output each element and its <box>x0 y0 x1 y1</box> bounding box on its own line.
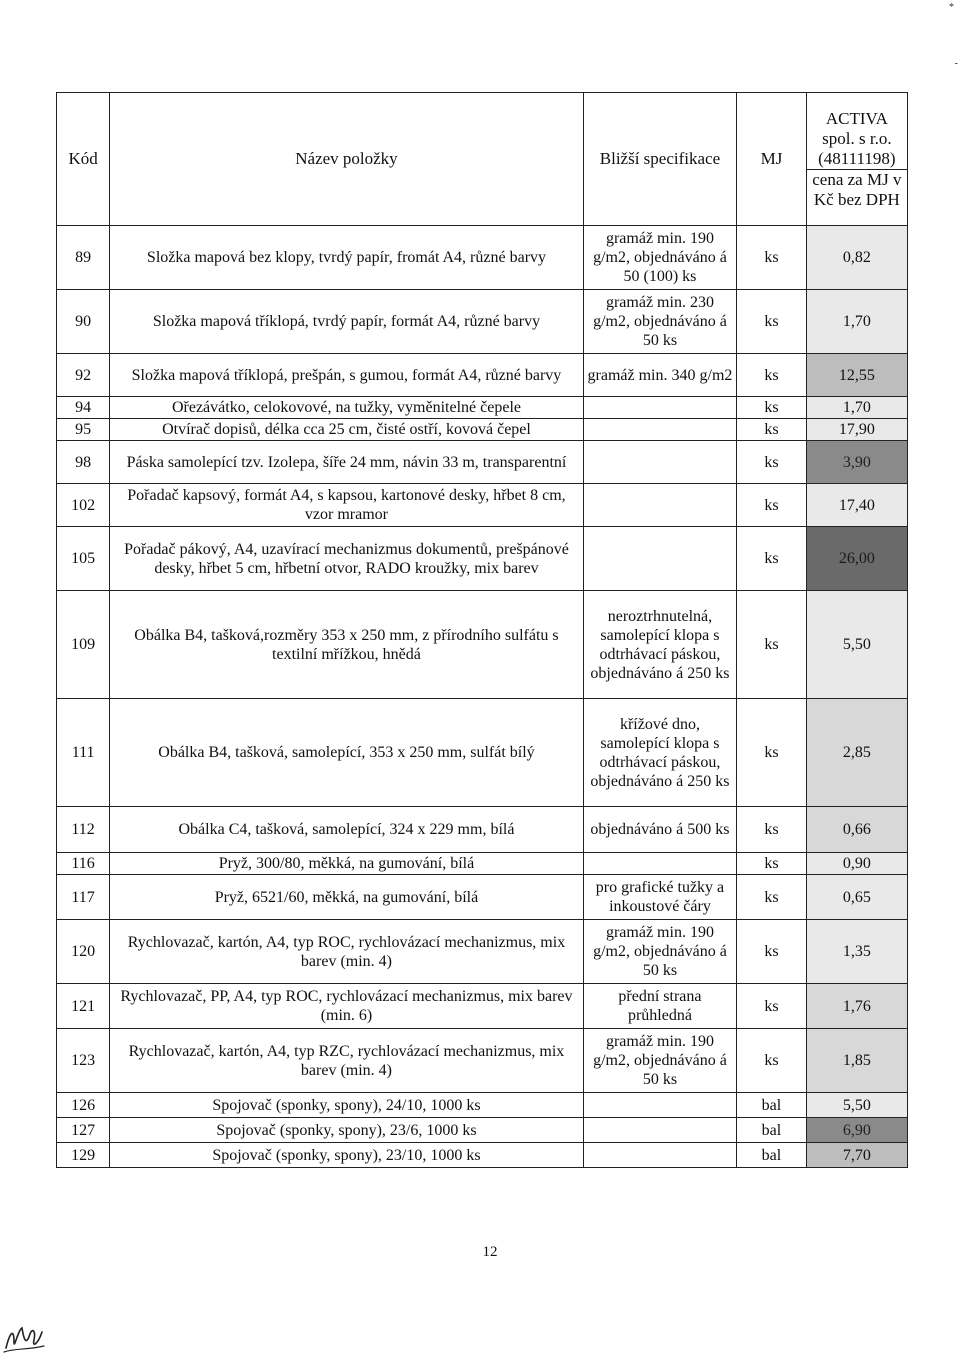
row-price: 6,90 <box>806 1118 907 1143</box>
row-spec <box>583 419 736 441</box>
row-code: 105 <box>57 527 110 591</box>
row-spec: neroztrhnutelná, samolepící klopa s odtrhávací páskou, objednáváno á 250 ks <box>583 591 736 699</box>
row-price: 0,90 <box>806 853 907 875</box>
row-code: 129 <box>57 1143 110 1168</box>
edge-mark: - <box>954 58 958 69</box>
row-price: 5,50 <box>806 1093 907 1118</box>
row-mj: ks <box>737 807 807 853</box>
row-spec: gramáž min. 340 g/m2 <box>583 354 736 397</box>
row-code: 109 <box>57 591 110 699</box>
header-name: Název položky <box>110 93 584 226</box>
row-price: 0,65 <box>806 875 907 920</box>
row-name: Pořadač kapsový, formát A4, s kapsou, kartonové desky, hřbet 8 cm, vzor mramor <box>110 484 584 527</box>
row-mj: ks <box>737 853 807 875</box>
row-mj: ks <box>737 354 807 397</box>
row-code: 123 <box>57 1029 110 1093</box>
row-name: Spojovač (sponky, spony), 23/6, 1000 ks <box>110 1118 584 1143</box>
row-spec: gramáž min. 230 g/m2, objednáváno á 50 ks <box>583 290 736 354</box>
row-price: 1,35 <box>806 920 907 984</box>
row-spec: pro grafické tužky a inkoustové čáry <box>583 875 736 920</box>
page-number: 12 <box>482 1244 498 1260</box>
row-mj: ks <box>737 397 807 419</box>
row-spec <box>583 1143 736 1168</box>
row-code: 102 <box>57 484 110 527</box>
row-name: Otvírač dopisů, délka cca 25 cm, čisté ostří, kovová čepel <box>110 419 584 441</box>
row-mj: ks <box>737 699 807 807</box>
row-mj: ks <box>737 419 807 441</box>
row-name: Obálka B4, tašková,rozměry 353 x 250 mm, z přírodního sulfátu s textilní mřížkou, hnědá <box>110 591 584 699</box>
row-mj: ks <box>737 1029 807 1093</box>
row-spec: gramáž min. 190 g/m2, objednáváno á 50 ks <box>583 1029 736 1093</box>
table-row <box>57 527 908 591</box>
row-mj: ks <box>737 226 807 290</box>
row-name: Obálka C4, tašková, samolepící, 324 x 229 mm, bílá <box>110 807 584 853</box>
price-table <box>56 92 908 1168</box>
row-price: 5,50 <box>806 591 907 699</box>
corner-mark: * <box>949 2 954 13</box>
row-name: Pořadač pákový, A4, uzavírací mechanizmus dokumentů, prešpánové desky, hřbet 5 cm, hřbetní otvor, RADO kroužky, mix barev <box>110 527 584 591</box>
row-price: 2,85 <box>806 699 907 807</box>
row-code: 117 <box>57 875 110 920</box>
header-price-supplier: ACTIVA spol. s r.o. (48111198) <box>818 108 896 168</box>
row-code: 98 <box>57 441 110 484</box>
row-mj: ks <box>737 591 807 699</box>
row-price: 0,82 <box>806 226 907 290</box>
row-name: Pryž, 6521/60, měkká, na gumování, bílá <box>110 875 584 920</box>
table-row <box>57 1143 908 1168</box>
row-name: Obálka B4, tašková, samolepící, 353 x 250 mm, sulfát bílý <box>110 699 584 807</box>
row-code: 126 <box>57 1093 110 1118</box>
row-price: 0,66 <box>806 807 907 853</box>
row-price: 1,76 <box>806 984 907 1029</box>
row-price: 1,70 <box>806 290 907 354</box>
row-spec <box>583 1093 736 1118</box>
table-row <box>57 484 908 527</box>
row-spec: gramáž min. 190 g/m2, objednáváno á 50 ks <box>583 920 736 984</box>
row-code: 112 <box>57 807 110 853</box>
row-price: 17,40 <box>806 484 907 527</box>
row-price: 26,00 <box>806 527 907 591</box>
row-name: Rychlovazač, PP, A4, typ ROC, rychlovázací mechanizmus, mix barev (min. 6) <box>110 984 584 1029</box>
row-spec: křížové dno, samolepící klopa s odtrhávací páskou, objednáváno á 250 ks <box>583 699 736 807</box>
signature-mark <box>2 1318 46 1356</box>
row-price: 3,90 <box>806 441 907 484</box>
row-code: 121 <box>57 984 110 1029</box>
row-price: 1,70 <box>806 397 907 419</box>
row-mj: ks <box>737 984 807 1029</box>
row-name: Spojovač (sponky, spony), 23/10, 1000 ks <box>110 1143 584 1168</box>
row-spec <box>583 1118 736 1143</box>
row-spec: objednáváno á 500 ks <box>583 807 736 853</box>
table-row <box>57 984 908 1029</box>
table-row <box>57 875 908 920</box>
row-name: Spojovač (sponky, spony), 24/10, 1000 ks <box>110 1093 584 1118</box>
row-name: Složka mapová bez klopy, tvrdý papír, fromát A4, různé barvy <box>110 226 584 290</box>
table-row <box>57 397 908 419</box>
header-mj: MJ <box>737 93 807 226</box>
row-code: 90 <box>57 290 110 354</box>
row-mj: ks <box>737 875 807 920</box>
row-code: 92 <box>57 354 110 397</box>
row-mj: bal <box>737 1093 807 1118</box>
row-code: 127 <box>57 1118 110 1143</box>
table-row <box>57 1118 908 1143</box>
row-spec <box>583 527 736 591</box>
table-row <box>57 1093 908 1118</box>
table-row <box>57 699 908 807</box>
row-mj: ks <box>737 484 807 527</box>
row-code: 95 <box>57 419 110 441</box>
table-row <box>57 591 908 699</box>
row-name: Rychlovazač, kartón, A4, typ ROC, rychlovázací mechanizmus, mix barev (min. 4) <box>110 920 584 984</box>
row-name: Ořezávátko, celokovové, na tužky, vyměnitelné čepele <box>110 397 584 419</box>
table-row <box>57 1029 908 1093</box>
row-code: 94 <box>57 397 110 419</box>
row-mj: ks <box>737 441 807 484</box>
row-price: 12,55 <box>806 354 907 397</box>
table-row <box>57 354 908 397</box>
row-mj: ks <box>737 527 807 591</box>
row-price: 1,85 <box>806 1029 907 1093</box>
row-name: Pryž, 300/80, měkká, na gumování, bílá <box>110 853 584 875</box>
table-row <box>57 290 908 354</box>
row-code: 120 <box>57 920 110 984</box>
row-mj: ks <box>737 290 807 354</box>
table-row <box>57 419 908 441</box>
row-spec: gramáž min. 190 g/m2, objednáváno á 50 (100) ks <box>583 226 736 290</box>
table-header-row <box>57 93 908 226</box>
table-row <box>57 807 908 853</box>
header-price-label: cena za MJ v Kč bez DPH <box>807 169 907 210</box>
row-code: 111 <box>57 699 110 807</box>
row-mj: bal <box>737 1118 807 1143</box>
row-name: Složka mapová tříklopá, tvrdý papír, formát A4, různé barvy <box>110 290 584 354</box>
row-name: Rychlovazač, kartón, A4, typ RZC, rychlovázací mechanizmus, mix barev (min. 4) <box>110 1029 584 1093</box>
row-mj: bal <box>737 1143 807 1168</box>
row-name: Páska samolepící tzv. Izolepa, šíře 24 mm, návin 33 m, transparentní <box>110 441 584 484</box>
header-spec: Bližší specifikace <box>583 93 736 226</box>
header-price <box>806 93 907 226</box>
row-name: Složka mapová tříklopá, prešpán, s gumou, formát A4, různé barvy <box>110 354 584 397</box>
row-spec <box>583 441 736 484</box>
row-mj: ks <box>737 920 807 984</box>
row-price: 17,90 <box>806 419 907 441</box>
row-price: 7,70 <box>806 1143 907 1168</box>
table-row <box>57 441 908 484</box>
table-row <box>57 853 908 875</box>
row-spec <box>583 397 736 419</box>
row-spec <box>583 484 736 527</box>
row-code: 89 <box>57 226 110 290</box>
header-code: Kód <box>57 93 110 226</box>
row-spec <box>583 853 736 875</box>
row-spec: přední strana průhledná <box>583 984 736 1029</box>
row-code: 116 <box>57 853 110 875</box>
table-row <box>57 226 908 290</box>
table-row <box>57 920 908 984</box>
